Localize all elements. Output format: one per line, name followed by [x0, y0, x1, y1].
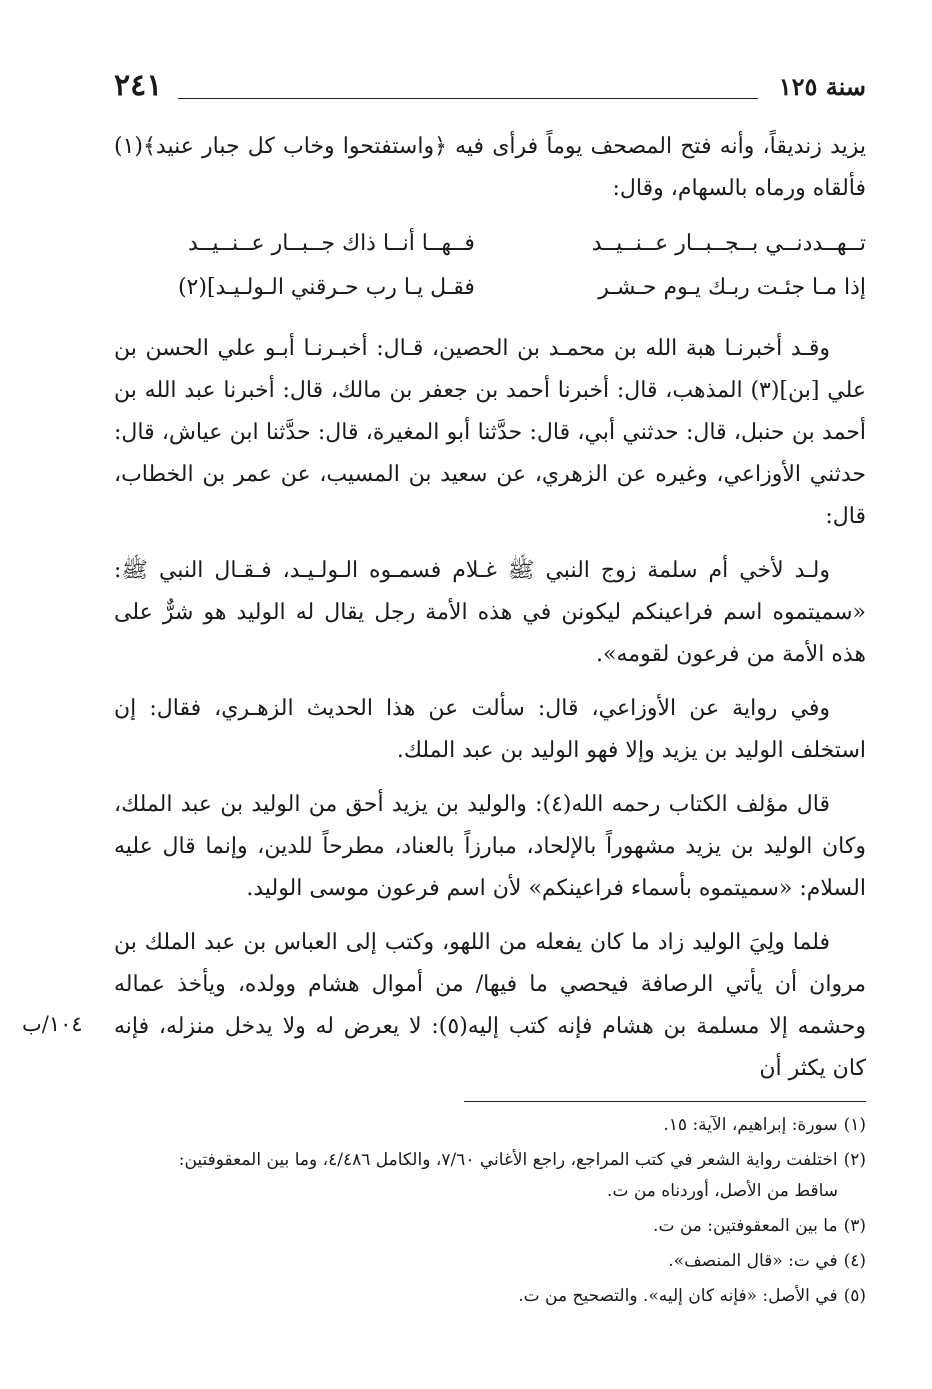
paragraph-walid-reign: فلما ولِيَ الوليد زاد ما كان يفعله من اللهو، وكتب إلى العباس بن عبد الملك بن مروان أن يأتي الرصافة فيحصي ما فيها/ من أموال هشام وولده، ويأخذ عماله وحشمه إلا مسلمة بن هشام فإنه كتب إليه(٥): لا يعرض له ولا يدخل منزله، فإنه كان يكثر أن [114, 930, 866, 1081]
footnote-item [114, 1211, 866, 1242]
footnote-number: (١) [843, 1115, 866, 1135]
footnote-item [114, 1110, 866, 1141]
paragraph-quran-verse: يزيد زنديقاً، وأنه فتح المصحف يوماً فرأى فيه ﴿واستفتحوا وخاب كل جبار عنيد﴾(١) فألقاه ورماه بالسهام، وقال: [114, 134, 866, 201]
page-number: ٢٤١ [114, 68, 163, 103]
footnote-item [114, 1246, 866, 1277]
header-rule [178, 98, 758, 99]
manuscript-folio-note: ١٠٤/ب [22, 1012, 83, 1036]
running-title: سنة ١٢٥ [778, 72, 866, 101]
footnotes [114, 1110, 866, 1316]
paragraph-author-comment: قال مؤلف الكتاب رحمه الله(٤): والوليد بن يزيد أحق من الوليد بن عبد الملك، وكان الوليد بن يزيد مشهوراً بالإلحاد، مبارزاً بالعناد، مطرحاً للدين، وإنما قال عليه السلام: «سميتموه بأسماء فراعينكم» لأن اسم فرعون موسى الوليد. [114, 792, 866, 901]
paragraph-isnad: وقـد أخبرنـا هبة الله بن محمـد بن الحصين، قـال: أخبـرنـا أبـو علي الحسن بن علي [بن](٣) المذهب، قال: أخبرنا أحمد بن جعفر بن مالك، قال: أخبرنا عبد الله بن أحمد بن حنبل، قال: حدثني أبي، قال: حدَّثنا أبو المغيرة، قال: حدَّثنا ابن عياش، قال: حدثني الأوزاعي، وغيره عن الزهري، عن سعيد بن المسيب، عن عمر بن الخطاب، قال: [114, 336, 867, 529]
footnote-text: في ت: «قال المنصف». [668, 1251, 838, 1271]
page-header [114, 66, 866, 110]
verse-line [114, 266, 866, 310]
footnote-number: (٢) [843, 1150, 866, 1170]
footnote-text: في الأصل: «فإنه كان إليه». والتصحيح من ت. [518, 1286, 838, 1306]
footnote-rule [464, 1101, 866, 1102]
verse-second-hemistich: فقـل يـا رب حـرقني الـولـيـد](٢) [177, 275, 475, 300]
verse-first-hemistich: تــهــددنــي بــجــبــار عــنــيــد [591, 231, 866, 256]
footnote-number: (٤) [843, 1251, 866, 1271]
paragraph-awzai-narration: وفي رواية عن الأوزاعي، قال: سألت عن هذا الحديث الزهـري، فقال: إن استخلف الوليد بن يزيد وإلا فهو الوليد بن عبد الملك. [114, 696, 866, 763]
main-text [114, 126, 866, 1102]
verse-first-hemistich: إذا مـا جئـت ربـك يـوم حـشـر [598, 275, 866, 300]
footnote-continuation: ساقط من الأصل، أوردناه من ت. [607, 1181, 838, 1201]
footnote-text: ما بين المعقوفتين: من ت. [653, 1216, 838, 1236]
footnote-item [114, 1281, 866, 1312]
footnote-text: اختلفت رواية الشعر في كتب المراجع، راجع الأغاني ٧/٦٠، والكامل ٤/٤٨٦، وما بين المعقوفتين: [178, 1150, 838, 1170]
poem-verses [114, 222, 866, 310]
footnote-item [114, 1145, 866, 1207]
paragraph-hadith: ولـد لأخي أم سلمة زوج النبي ﷺ غـلام فسمـوه الـولـيـد، فـقـال النبي ﷺ: «سميتموه اسم فراعينكم ليكونن في هذه الأمة رجل يقال له الوليد هو شرٌّ على هذه الأمة من فرعون لقومه». [114, 558, 866, 667]
footnote-number: (٥) [843, 1286, 866, 1306]
verse-line [114, 222, 866, 266]
footnote-text: سورة: إبراهيم، الآية: ١٥. [663, 1115, 838, 1135]
verse-second-hemistich: فــهــا أنــا ذاك جــبــار عــنــيــد [187, 231, 475, 256]
footnote-number: (٣) [843, 1216, 866, 1236]
